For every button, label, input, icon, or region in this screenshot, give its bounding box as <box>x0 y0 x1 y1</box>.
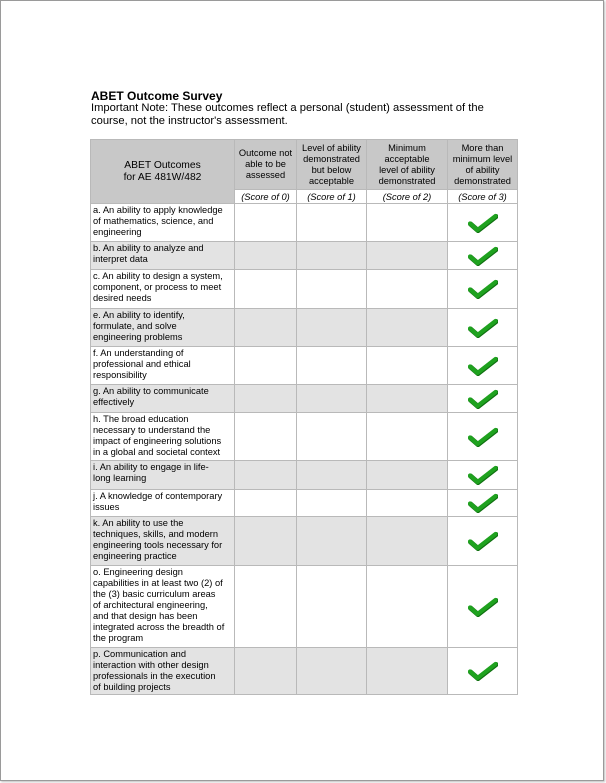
outcome-row <box>91 385 518 413</box>
outcome-table <box>90 139 518 695</box>
outcome-label <box>91 270 235 309</box>
column-label-line: Level of ability <box>302 142 361 153</box>
score-cell-1[interactable] <box>297 309 367 347</box>
outcome-label <box>91 566 235 648</box>
checkmark-icon <box>468 356 498 376</box>
outcome-label <box>91 204 235 242</box>
outcome-label-line: necessary to understand the <box>93 425 211 435</box>
checkmark-icon <box>468 246 498 266</box>
important-note: Important Note: These outcomes reflect a personal (student) assessment of the course, not the instructor's assessment. <box>91 102 484 127</box>
outcome-label-line: impact of engineering solutions <box>93 436 222 446</box>
outcomes-column-header <box>91 140 235 204</box>
score-cell-3[interactable] <box>448 309 518 347</box>
outcome-label <box>91 413 235 461</box>
checkmark-icon <box>468 493 498 513</box>
score-cell-2[interactable] <box>367 270 448 309</box>
score-cell-1[interactable] <box>297 648 367 695</box>
score-cell-0[interactable] <box>235 413 297 461</box>
outcome-label <box>91 517 235 566</box>
score-cell-2[interactable] <box>367 347 448 385</box>
outcome-label-line: i. An ability to engage in life- <box>93 462 209 472</box>
score-cell-1[interactable] <box>297 347 367 385</box>
outcome-label-line: a. An ability to apply knowledge <box>93 205 223 215</box>
outcome-label-line: of architectural engineering, <box>93 600 208 610</box>
score-column-header-0 <box>235 140 297 190</box>
checkmark-icon <box>468 279 498 299</box>
outcome-label-line: formulate, and solve <box>93 321 177 331</box>
header-main-line: for AE 481W/482 <box>123 171 202 183</box>
outcome-label <box>91 648 235 695</box>
score-cell-2[interactable] <box>367 490 448 517</box>
score-cell-2[interactable] <box>367 413 448 461</box>
outcome-label-line: the program <box>93 633 144 643</box>
column-label-line: Outcome not <box>238 148 293 158</box>
survey-title: ABET Outcome Survey <box>91 89 223 103</box>
outcome-row <box>91 413 518 461</box>
outcome-label <box>91 242 235 270</box>
outcome-label-line: g. An ability to communicate <box>93 386 209 396</box>
outcome-label-line: in a global and societal context <box>93 447 221 457</box>
score-cell-0[interactable] <box>235 517 297 566</box>
outcome-row <box>91 566 518 648</box>
outcome-label-line: effectively <box>93 397 135 407</box>
column-label-line: minimum level <box>452 153 513 164</box>
score-cell-0[interactable] <box>235 648 297 695</box>
score-cell-2[interactable] <box>367 461 448 490</box>
score-cell-3[interactable] <box>448 566 518 648</box>
outcome-row <box>91 309 518 347</box>
score-cell-2[interactable] <box>367 648 448 695</box>
score-cell-0[interactable] <box>235 461 297 490</box>
outcome-row <box>91 517 518 566</box>
score-cell-2[interactable] <box>367 385 448 413</box>
score-cell-3[interactable] <box>448 270 518 309</box>
outcome-label-line: component, or process to meet <box>93 282 222 292</box>
outcome-label-line: desired needs <box>93 293 152 303</box>
score-label-0: (Score of 0) <box>235 190 297 204</box>
outcome-label-line: engineering practice <box>93 551 177 561</box>
outcome-label-line: b. An ability to analyze and <box>93 243 204 253</box>
column-label-line: More than <box>461 142 504 153</box>
score-cell-0[interactable] <box>235 347 297 385</box>
checkmark-icon <box>468 661 498 681</box>
column-label-line: Minimum <box>388 142 426 153</box>
outcome-label-line: issues <box>93 502 120 512</box>
outcome-label-line: professionals in the execution <box>93 671 216 681</box>
column-label-line: assessed <box>245 170 286 180</box>
outcome-label-line: and that design has been <box>93 611 198 621</box>
outcome-label-line: interaction with other design <box>93 660 209 670</box>
outcome-label <box>91 461 235 490</box>
score-cell-1[interactable] <box>297 517 367 566</box>
outcome-label-line: techniques, skills, and modern <box>93 529 219 539</box>
score-cell-1[interactable] <box>297 270 367 309</box>
score-cell-3[interactable] <box>448 517 518 566</box>
checkmark-icon <box>468 465 498 485</box>
column-label-line: demonstrated <box>454 175 511 186</box>
score-cell-2[interactable] <box>367 517 448 566</box>
checkmark-icon <box>468 318 498 338</box>
outcome-row <box>91 461 518 490</box>
score-cell-3[interactable] <box>448 648 518 695</box>
score-cell-0[interactable] <box>235 385 297 413</box>
score-cell-0[interactable] <box>235 309 297 347</box>
checkmark-icon <box>468 213 498 233</box>
checkmark-icon <box>468 531 498 551</box>
column-label-line: level of ability <box>379 164 435 175</box>
outcome-label-line: integrated across the breadth of <box>93 622 225 632</box>
outcome-row <box>91 270 518 309</box>
outcome-label <box>91 490 235 517</box>
outcome-label-line: responsibility <box>93 370 147 380</box>
score-cell-0[interactable] <box>235 566 297 648</box>
score-cell-3[interactable] <box>448 461 518 490</box>
score-label-1: (Score of 1) <box>297 190 367 204</box>
outcome-label-line: engineering tools necessary for <box>93 540 223 550</box>
outcome-label-line: of building projects <box>93 682 171 692</box>
score-cell-2[interactable] <box>367 242 448 270</box>
score-cell-1[interactable] <box>297 242 367 270</box>
column-label-line: but below <box>311 164 352 175</box>
outcome-rows <box>91 204 518 695</box>
column-label-line: acceptable <box>384 153 430 164</box>
outcome-label-line: long learning <box>93 473 147 483</box>
score-cell-1[interactable] <box>297 490 367 517</box>
score-cell-3[interactable] <box>448 385 518 413</box>
column-label-line: demonstrated <box>303 153 360 164</box>
column-label-line: acceptable <box>309 175 354 186</box>
outcome-label <box>91 347 235 385</box>
checkmark-icon <box>468 389 498 409</box>
score-cell-1[interactable] <box>297 566 367 648</box>
outcome-row <box>91 347 518 385</box>
outcome-label-line: f. An understanding of <box>93 348 184 358</box>
header-main-line: ABET Outcomes <box>124 159 201 171</box>
score-cell-0[interactable] <box>235 270 297 309</box>
outcome-label-line: p. Communication and <box>93 649 187 659</box>
outcome-label-line: engineering <box>93 227 142 237</box>
outcome-label-line: e. An ability to identify, <box>93 310 185 320</box>
score-column-header-1 <box>297 140 367 190</box>
outcome-label-line: capabilities in at least two (2) of <box>93 578 223 588</box>
score-column-header-2 <box>367 140 448 190</box>
score-cell-0[interactable] <box>235 204 297 242</box>
outcome-row <box>91 242 518 270</box>
outcome-label-line: c. An ability to design a system, <box>93 271 223 281</box>
outcome-row <box>91 648 518 695</box>
score-cell-3[interactable] <box>448 347 518 385</box>
score-cell-0[interactable] <box>235 490 297 517</box>
outcome-label <box>91 309 235 347</box>
column-label-line: demonstrated <box>378 175 436 186</box>
outcome-label-line: interpret data <box>93 254 148 264</box>
outcome-row <box>91 204 518 242</box>
outcome-label <box>91 385 235 413</box>
score-cell-0[interactable] <box>235 242 297 270</box>
score-cell-1[interactable] <box>297 385 367 413</box>
outcome-label-line: the (3) basic curriculum areas <box>93 589 216 599</box>
score-cell-2[interactable] <box>367 309 448 347</box>
outcome-label-line: of mathematics, science, and <box>93 216 214 226</box>
outcome-label-line: k. An ability to use the <box>93 518 184 528</box>
score-cell-1[interactable] <box>297 461 367 490</box>
score-label-3: (Score of 3) <box>448 190 518 204</box>
score-cell-2[interactable] <box>367 204 448 242</box>
score-label-2: (Score of 2) <box>367 190 448 204</box>
column-label-line: of ability <box>465 164 500 175</box>
score-cell-3[interactable] <box>448 413 518 461</box>
score-cell-3[interactable] <box>448 242 518 270</box>
outcome-label-line: professional and ethical <box>93 359 191 369</box>
outcome-label-line: o. Engineering design <box>93 567 183 577</box>
score-column-header-3 <box>448 140 518 190</box>
outcome-label-line: j. A knowledge of contemporary <box>93 491 223 501</box>
score-cell-1[interactable] <box>297 413 367 461</box>
score-cell-3[interactable] <box>448 204 518 242</box>
outcome-row <box>91 490 518 517</box>
score-cell-1[interactable] <box>297 204 367 242</box>
checkmark-icon <box>468 427 498 447</box>
outcome-label-line: h. The broad education <box>93 414 189 424</box>
checkmark-icon <box>468 597 498 617</box>
score-cell-2[interactable] <box>367 566 448 648</box>
outcome-label-line: engineering problems <box>93 332 183 342</box>
score-cell-3[interactable] <box>448 490 518 517</box>
column-label-line: able to be <box>245 159 286 169</box>
